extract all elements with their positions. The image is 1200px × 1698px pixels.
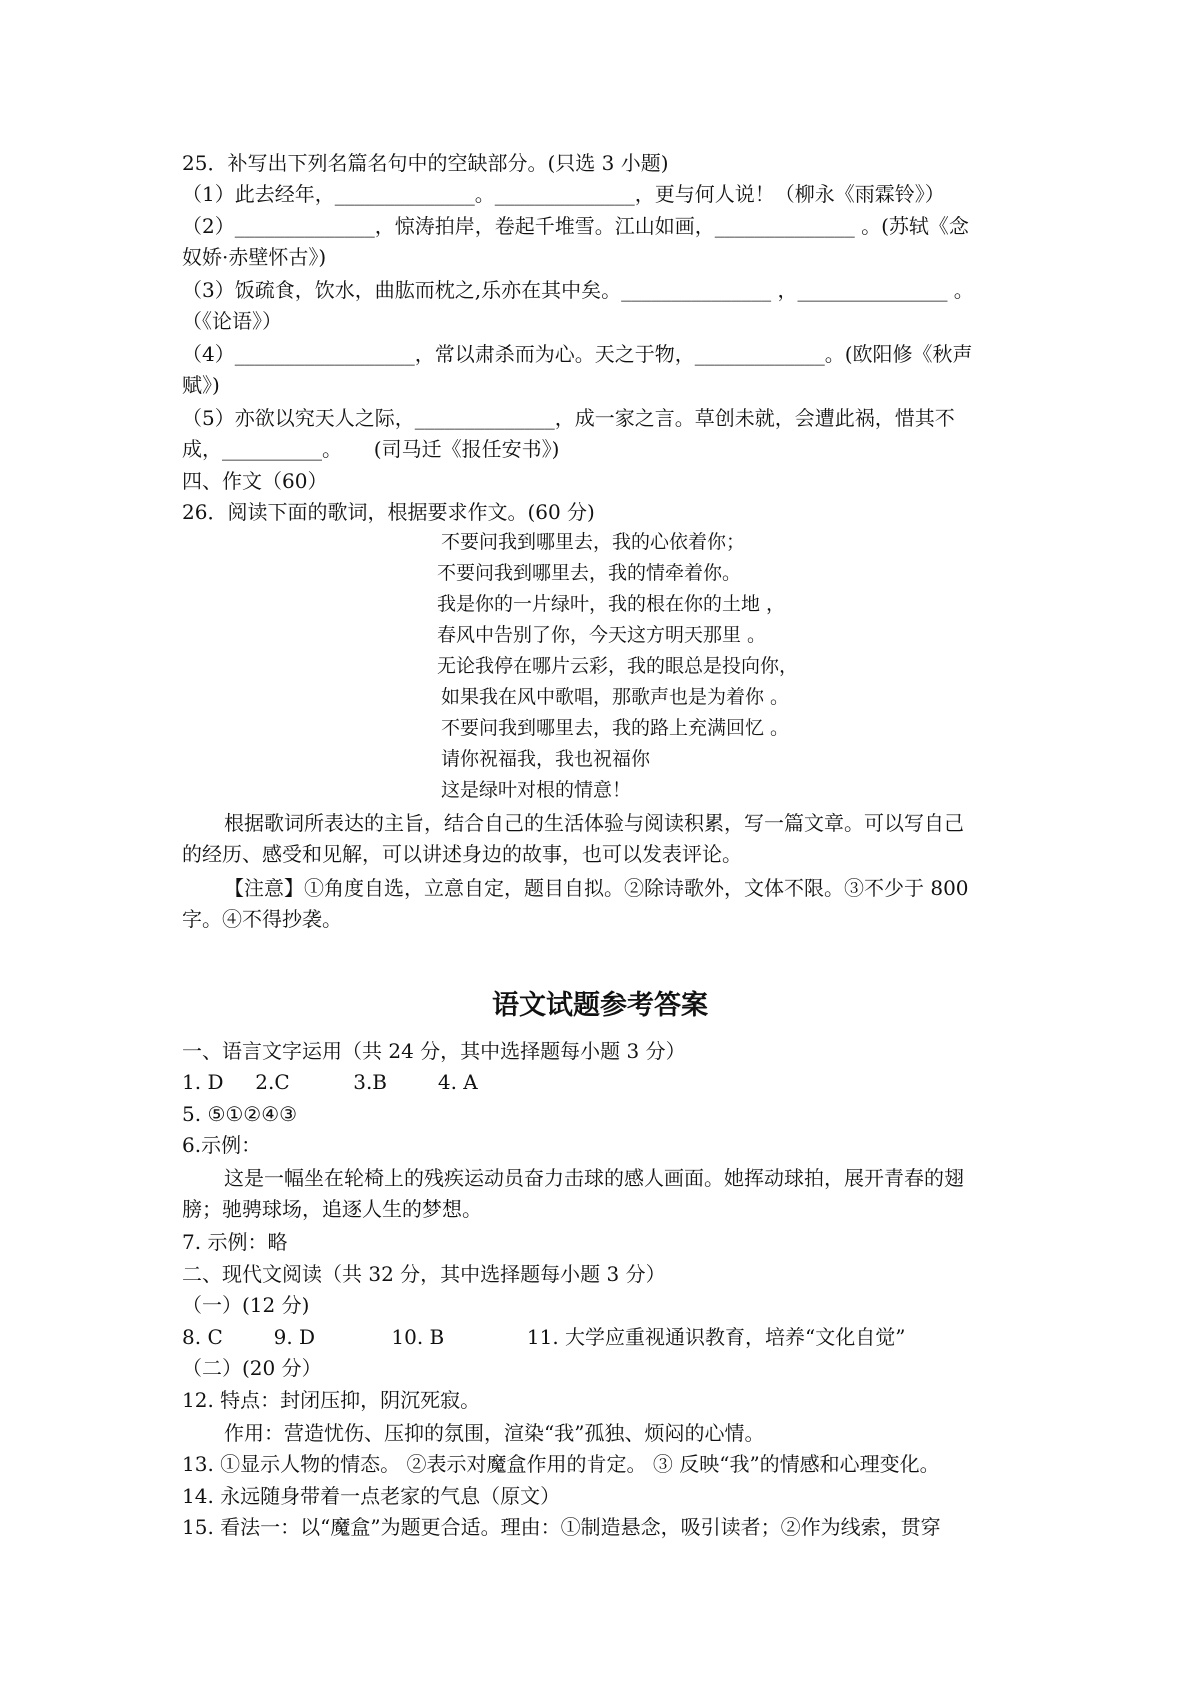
poem-line: 不要问我到哪里去，我的情牵着你。	[437, 562, 742, 584]
q25-line-1: （1）此去经年，______________。______________，更与何人说！（柳永《雨霖铃》）	[182, 182, 945, 206]
q25-line-7: 赋》)	[182, 373, 220, 397]
answer-13: 13. ①显示人物的情态。 ②表示对魔盒作用的肯定。 ③ 反映“我”的情感和心理变化。	[182, 1452, 940, 1476]
poem-line: 无论我停在哪片云彩，我的眼总是投向你，	[437, 655, 799, 677]
answers-section2-header: 二、现代文阅读（共 32 分，其中选择题每小题 3 分）	[182, 1262, 666, 1286]
answer-6-text-cont: 膀；驰骋球场，追逐人生的梦想。	[182, 1197, 482, 1221]
answer-14: 14. 永远随身带着一点老家的气息（原文）	[182, 1484, 561, 1508]
poem-line: 我是你的一片绿叶，我的根在你的土地 ，	[437, 593, 786, 615]
q25-line-3: 奴娇·赤壁怀古》)	[182, 245, 327, 269]
poem-line: 不要问我到哪里去，我的心依着你；	[441, 531, 746, 553]
poem-line: 不要问我到哪里去，我的路上充满回忆 。	[441, 717, 790, 739]
answer-12: 12. 特点：封闭压抑，阴沉死寂。	[182, 1388, 481, 1412]
answer-12-effect: 作用：营造忧伤、压抑的氛围，渲染“我”孤独、烦闷的心情。	[224, 1421, 765, 1445]
poem-line: 如果我在风中歌唱，那歌声也是为着你 。	[441, 686, 790, 708]
answers-sub1-header: （一）(12 分)	[182, 1293, 310, 1317]
answer-15: 15. 看法一：以“魔盒”为题更合适。理由：①制造悬念，吸引读者；②作为线索，贯穿	[182, 1515, 941, 1539]
q26-header: 26．阅读下面的歌词，根据要求作文。(60 分)	[182, 500, 595, 524]
q26-note: 【注意】①角度自选，立意自定，题目自拟。②除诗歌外，文体不限。③不少于 800	[224, 876, 969, 900]
answers-8-11: 8. C 9. D 10. B 11. 大学应重视通识教育，培养“文化自觉”	[182, 1325, 906, 1349]
poem-line: 这是绿叶对根的情意！	[441, 779, 632, 801]
q26-instructions: 根据歌词所表达的主旨，结合自己的生活体验与阅读积累，写一篇文章。可以写自己	[224, 811, 964, 835]
answer-5: 5. ⑤①②④③	[182, 1102, 298, 1126]
q26-note-cont: 字。④不得抄袭。	[182, 907, 342, 931]
q25-line-6: （4）__________________，常以肃杀而为心。天之于物，_____________。(欧阳修《秋声	[182, 342, 973, 366]
answer-6-text: 这是一幅坐在轮椅上的残疾运动员奋力击球的感人画面。她挥动球拍，展开青春的翅	[224, 1166, 964, 1190]
q25-line-2: （2）______________，惊涛拍岸，卷起千堆雪。江山如画，______________ 。(苏轼《念	[182, 214, 969, 238]
answers-sub2-header: （二）(20 分）	[182, 1356, 322, 1380]
answers-section1-header: 一、语言文字运用（共 24 分，其中选择题每小题 3 分）	[182, 1039, 686, 1063]
answer-7: 7. 示例：略	[182, 1230, 288, 1254]
q25-line-5: （《论语》）	[182, 309, 282, 333]
answers-title: 语文试题参考答案	[492, 990, 708, 1021]
q25-line-4: （3）饭疏食，饮水，曲肱而枕之,乐亦在其中矣。_______________ ，_______________ 。	[182, 278, 974, 302]
q25-line-9: 成，__________。 (司马迁《报任安书》)	[182, 437, 560, 461]
poem-line: 请你祝福我，我也祝福你	[441, 748, 651, 770]
answer-6-label: 6.示例：	[182, 1133, 262, 1157]
answers-1-4: 1. D 2.C 3.B 4. A	[182, 1070, 478, 1094]
q25-header: 25．补写出下列名篇名句中的空缺部分。(只选 3 小题)	[182, 151, 669, 175]
section4-header: 四、作文（60）	[182, 469, 328, 493]
poem-line: 春风中告别了你，今天这方明天那里 。	[437, 624, 767, 646]
q25-line-8: （5）亦欲以究天人之际，______________，成一家之言。草创未就，会遭此祸，惜其不	[182, 406, 955, 430]
q26-instructions-cont: 的经历、感受和见解，可以讲述身边的故事，也可以发表评论。	[182, 842, 742, 866]
